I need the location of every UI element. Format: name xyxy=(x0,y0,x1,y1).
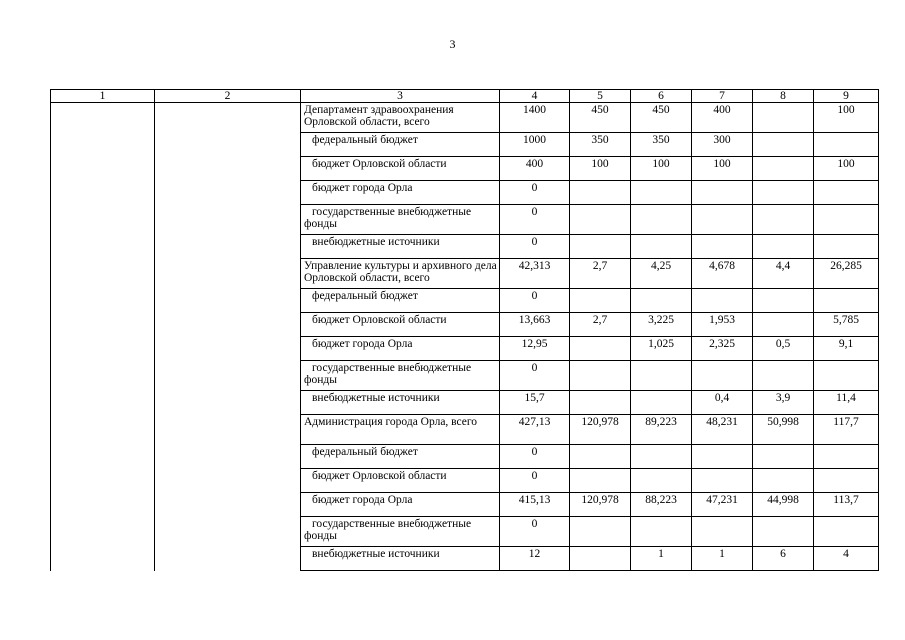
value-cell-col-4: 0 xyxy=(500,235,570,259)
value-cell-col-7: 1 xyxy=(692,547,753,571)
value-cell-col-4: 12,95 xyxy=(500,337,570,361)
value-cell-col-4: 0 xyxy=(500,361,570,391)
organization-label: Департамент здравоохранения Орловской области, всего xyxy=(301,103,500,133)
value-cell-col-8 xyxy=(753,235,814,259)
column-2-cell xyxy=(155,103,301,571)
value-cell-col-7: 2,325 xyxy=(692,337,753,361)
value-cell-col-5: 120,978 xyxy=(570,493,631,517)
table-body xyxy=(51,103,879,571)
value-cell-col-8 xyxy=(753,133,814,157)
value-cell-col-7: 4,678 xyxy=(692,259,753,289)
value-cell-col-5 xyxy=(570,337,631,361)
value-cell-col-4: 0 xyxy=(500,517,570,547)
label-line: фонды xyxy=(304,530,337,542)
value-cell-col-8 xyxy=(753,289,814,313)
value-cell-col-7 xyxy=(692,205,753,235)
value-cell-col-9: 9,1 xyxy=(814,337,879,361)
value-cell-col-8 xyxy=(753,445,814,469)
value-cell-col-8 xyxy=(753,517,814,547)
value-cell-col-5 xyxy=(570,235,631,259)
label-line: фонды xyxy=(304,218,337,230)
value-cell-col-9: 117,7 xyxy=(814,415,879,445)
value-cell-col-6: 89,223 xyxy=(631,415,692,445)
value-cell-col-4: 42,313 xyxy=(500,259,570,289)
header-row xyxy=(51,90,879,103)
funding-source-label: внебюджетные источники xyxy=(301,391,500,415)
value-cell-col-5: 2,7 xyxy=(570,313,631,337)
value-cell-col-5 xyxy=(570,547,631,571)
value-cell-col-6: 450 xyxy=(631,103,692,133)
value-cell-col-5: 450 xyxy=(570,103,631,133)
value-cell-col-4: 1000 xyxy=(500,133,570,157)
funding-source-label: федеральный бюджет xyxy=(301,289,500,313)
funding-source-label: бюджет Орловской области xyxy=(301,157,500,181)
value-cell-col-7 xyxy=(692,517,753,547)
value-cell-col-4: 0 xyxy=(500,205,570,235)
value-cell-col-5 xyxy=(570,517,631,547)
value-cell-col-8 xyxy=(753,103,814,133)
value-cell-col-8 xyxy=(753,361,814,391)
value-cell-col-8 xyxy=(753,157,814,181)
value-cell-col-4: 0 xyxy=(500,289,570,313)
column-header-9: 9 xyxy=(814,90,879,103)
value-cell-col-9 xyxy=(814,445,879,469)
value-cell-col-9 xyxy=(814,361,879,391)
value-cell-col-9 xyxy=(814,235,879,259)
funding-source-label: внебюджетные источники xyxy=(301,547,500,571)
value-cell-col-4: 427,13 xyxy=(500,415,570,445)
value-cell-col-5: 120,978 xyxy=(570,415,631,445)
label-line: фонды xyxy=(304,374,337,386)
value-cell-col-8 xyxy=(753,181,814,205)
value-cell-col-4: 13,663 xyxy=(500,313,570,337)
value-cell-col-9 xyxy=(814,181,879,205)
value-cell-col-5 xyxy=(570,445,631,469)
funding-source-label: бюджет города Орла xyxy=(301,493,500,517)
funding-source-label: федеральный бюджет xyxy=(301,133,500,157)
column-header-6: 6 xyxy=(631,90,692,103)
value-cell-col-7 xyxy=(692,445,753,469)
organization-label: Управление культуры и архивного дела Орловской области, всего xyxy=(301,259,500,289)
value-cell-col-9: 5,785 xyxy=(814,313,879,337)
value-cell-col-5 xyxy=(570,289,631,313)
value-cell-col-9 xyxy=(814,469,879,493)
funding-source-label: бюджет Орловской области xyxy=(301,469,500,493)
table-row xyxy=(51,103,879,133)
value-cell-col-7 xyxy=(692,289,753,313)
value-cell-col-9: 113,7 xyxy=(814,493,879,517)
funding-source-label xyxy=(301,361,500,391)
value-cell-col-4: 0 xyxy=(500,445,570,469)
value-cell-col-7 xyxy=(692,235,753,259)
value-cell-col-6: 1,025 xyxy=(631,337,692,361)
value-cell-col-7: 400 xyxy=(692,103,753,133)
value-cell-col-4: 400 xyxy=(500,157,570,181)
value-cell-col-8 xyxy=(753,313,814,337)
value-cell-col-6 xyxy=(631,361,692,391)
value-cell-col-6 xyxy=(631,181,692,205)
column-header-1: 1 xyxy=(51,90,155,103)
value-cell-col-8: 3,9 xyxy=(753,391,814,415)
value-cell-col-9: 26,285 xyxy=(814,259,879,289)
value-cell-col-9 xyxy=(814,289,879,313)
value-cell-col-7: 48,231 xyxy=(692,415,753,445)
value-cell-col-6 xyxy=(631,235,692,259)
value-cell-col-8: 50,998 xyxy=(753,415,814,445)
value-cell-col-9 xyxy=(814,205,879,235)
funding-source-label: бюджет Орловской области xyxy=(301,313,500,337)
value-cell-col-5 xyxy=(570,469,631,493)
value-cell-col-7: 300 xyxy=(692,133,753,157)
value-cell-col-5 xyxy=(570,181,631,205)
value-cell-col-7: 47,231 xyxy=(692,493,753,517)
value-cell-col-8: 0,5 xyxy=(753,337,814,361)
value-cell-col-4: 0 xyxy=(500,181,570,205)
funding-source-label xyxy=(301,205,500,235)
value-cell-col-6: 4,25 xyxy=(631,259,692,289)
value-cell-col-8 xyxy=(753,205,814,235)
value-cell-col-6: 3,225 xyxy=(631,313,692,337)
funding-source-label: федеральный бюджет xyxy=(301,445,500,469)
value-cell-col-5: 2,7 xyxy=(570,259,631,289)
value-cell-col-4: 1400 xyxy=(500,103,570,133)
value-cell-col-5: 350 xyxy=(570,133,631,157)
funding-source-label xyxy=(301,517,500,547)
value-cell-col-6: 100 xyxy=(631,157,692,181)
value-cell-col-7 xyxy=(692,181,753,205)
column-header-2: 2 xyxy=(155,90,301,103)
value-cell-col-9: 100 xyxy=(814,103,879,133)
value-cell-col-5 xyxy=(570,391,631,415)
column-1-cell xyxy=(51,103,155,571)
value-cell-col-8: 4,4 xyxy=(753,259,814,289)
value-cell-col-7 xyxy=(692,361,753,391)
column-header-4: 4 xyxy=(500,90,570,103)
funding-source-label: внебюджетные источники xyxy=(301,235,500,259)
value-cell-col-7: 0,4 xyxy=(692,391,753,415)
value-cell-col-6 xyxy=(631,469,692,493)
value-cell-col-6 xyxy=(631,445,692,469)
value-cell-col-9: 100 xyxy=(814,157,879,181)
value-cell-col-6 xyxy=(631,205,692,235)
value-cell-col-9: 11,4 xyxy=(814,391,879,415)
label-line: государственные внебюджетные xyxy=(312,206,472,218)
column-header-3: 3 xyxy=(301,90,500,103)
column-header-7: 7 xyxy=(692,90,753,103)
value-cell-col-6 xyxy=(631,517,692,547)
column-header-8: 8 xyxy=(753,90,814,103)
value-cell-col-4: 12 xyxy=(500,547,570,571)
value-cell-col-6 xyxy=(631,289,692,313)
value-cell-col-6: 350 xyxy=(631,133,692,157)
organization-label: Администрация города Орла, всего xyxy=(301,415,500,445)
label-line: государственные внебюджетные xyxy=(312,362,472,374)
value-cell-col-7: 1,953 xyxy=(692,313,753,337)
value-cell-col-6: 1 xyxy=(631,547,692,571)
value-cell-col-8 xyxy=(753,469,814,493)
value-cell-col-5 xyxy=(570,205,631,235)
column-header-5: 5 xyxy=(570,90,631,103)
funding-source-label: бюджет города Орла xyxy=(301,181,500,205)
value-cell-col-6: 88,223 xyxy=(631,493,692,517)
value-cell-col-8: 6 xyxy=(753,547,814,571)
value-cell-col-4: 415,13 xyxy=(500,493,570,517)
value-cell-col-9 xyxy=(814,517,879,547)
value-cell-col-7: 100 xyxy=(692,157,753,181)
value-cell-col-5 xyxy=(570,361,631,391)
value-cell-col-5: 100 xyxy=(570,157,631,181)
value-cell-col-6 xyxy=(631,391,692,415)
label-line: государственные внебюджетные xyxy=(312,518,472,530)
value-cell-col-9 xyxy=(814,133,879,157)
value-cell-col-9: 4 xyxy=(814,547,879,571)
value-cell-col-7 xyxy=(692,469,753,493)
value-cell-col-4: 15,7 xyxy=(500,391,570,415)
budget-table xyxy=(50,89,879,571)
page-number: 3 xyxy=(449,37,456,51)
funding-source-label: бюджет города Орла xyxy=(301,337,500,361)
value-cell-col-4: 0 xyxy=(500,469,570,493)
value-cell-col-8: 44,998 xyxy=(753,493,814,517)
